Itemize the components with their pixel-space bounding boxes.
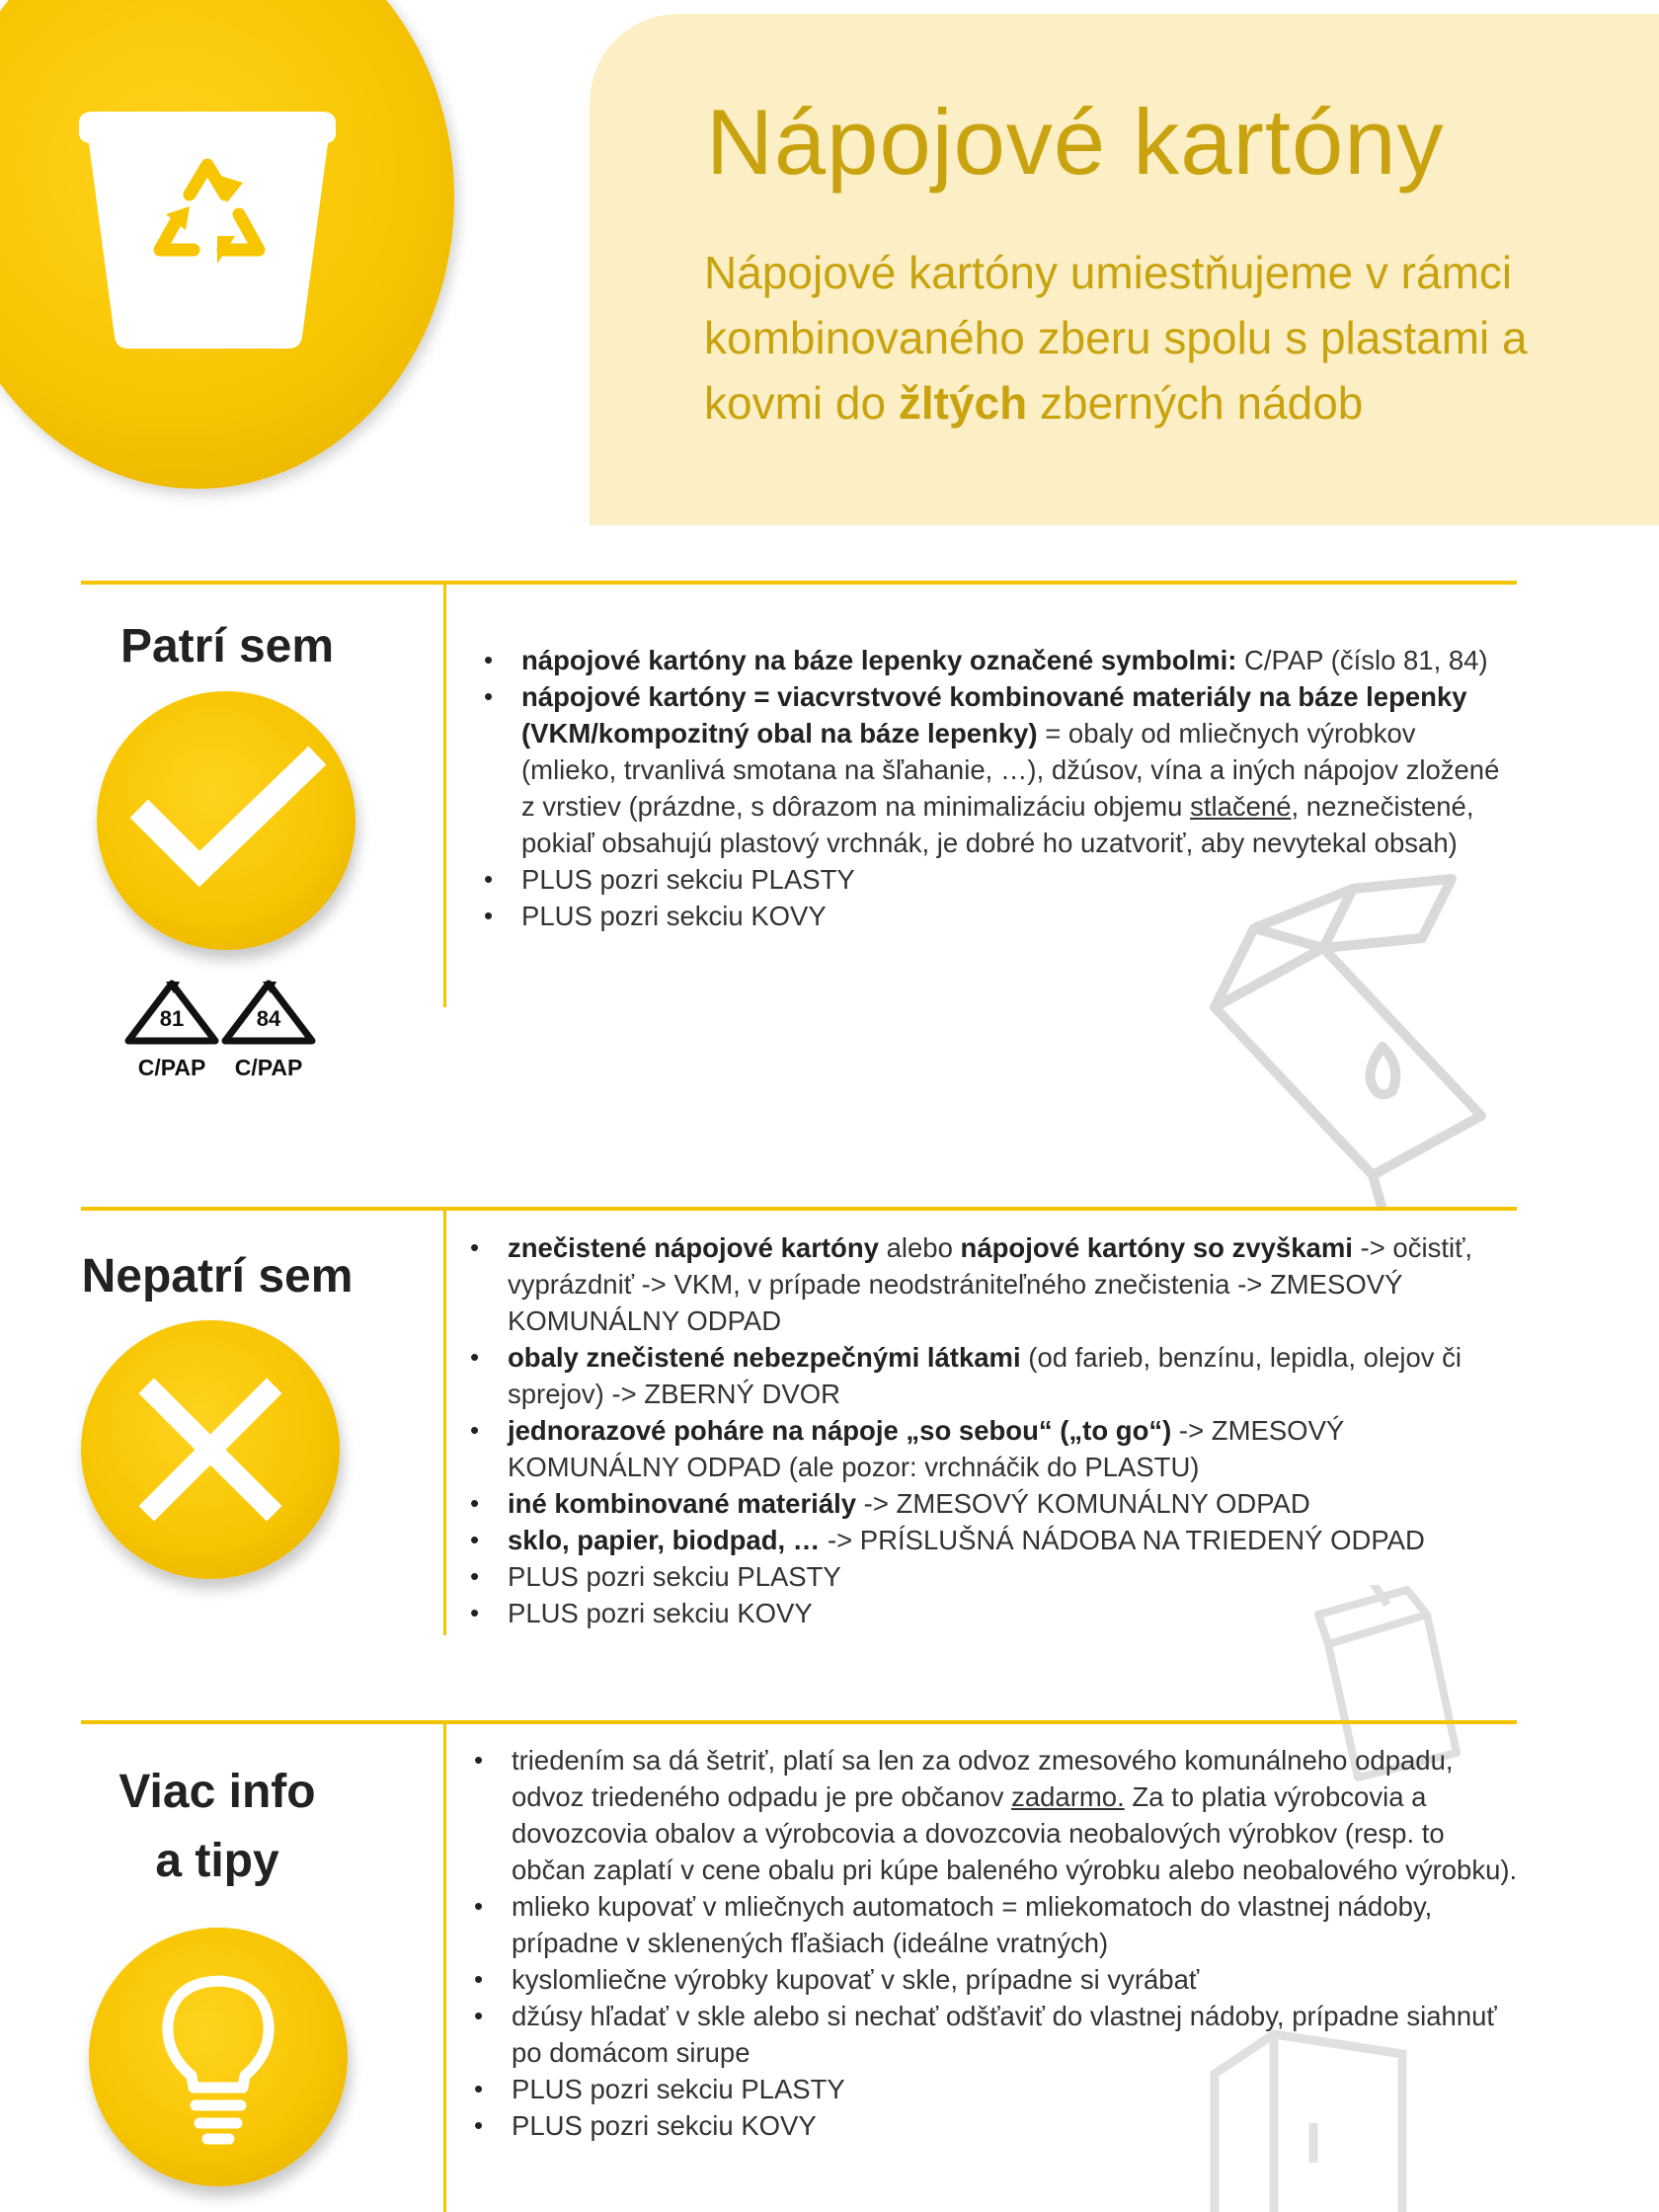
- intro-text-part: Nápojové kartóny umiestňujeme v rámci kombinovaného zberu spolu s plastami a kovmi do: [704, 247, 1528, 429]
- list-item: • nápojové kartóny na báze lepenky označené symbolmi: C/PAP (číslo 81, 84): [484, 642, 1511, 678]
- list-item: • džúsy hľadať v skle alebo si nechať odšťaviť do vlastnej nádoby, prípadne siahnuť po domácom sirupe: [474, 1998, 1521, 2071]
- list-item: • PLUS pozri sekciu PLASTY: [474, 2071, 1521, 2107]
- section-heading-line: a tipy: [155, 1835, 279, 1887]
- symbol-label: C/PAP: [234, 1055, 303, 1080]
- section-heading-line: Viac info: [118, 1766, 316, 1818]
- cross-icon: [81, 1320, 340, 1579]
- lightbulb-icon: [89, 1928, 348, 2186]
- page-title: Nápojové kartóny: [706, 90, 1445, 194]
- list-item: • triedením sa dá šetriť, platí sa len za odvoz zmesového komunálneho odpadu, odvoz triedeného odpadu je pre občanov zadarmo. Za to platia výrobcovia a dovozcovia obalov a výrobcovia a dovozcovia neobalových výrobkov (resp. to občan zaplatí v cene obalu pri kúpe baleného výrobku alebo neobalového výrobku).: [474, 1742, 1521, 1888]
- intro-text-part: zberných nádob: [1040, 377, 1364, 429]
- list-item: • PLUS pozri sekciu PLASTY: [470, 1558, 1517, 1595]
- list-item: • kyslomliečne výrobky kupovať v skle, prípadne si vyrábať: [474, 1961, 1521, 1998]
- recycle-bin-icon: [69, 104, 346, 360]
- tips-badge: [89, 1928, 348, 2186]
- list-item: • mlieko kupovať v mliečnych automatoch = mliekomatoch do vlastnej nádoby, prípadne v sklenených fľašiach (ideálne vratných): [474, 1888, 1521, 1961]
- list-item: • PLUS pozri sekciu KOVY: [470, 1595, 1517, 1631]
- symbol-number: 84: [256, 1006, 281, 1031]
- list-item: • jednorazové poháre na nápoje „so sebou“ („to go“) -> ZMESOVÝ KOMUNÁLNY ODPAD (ale pozor: vrchnáčik do PLASTU): [470, 1412, 1517, 1485]
- recycling-symbol-84: [219, 978, 318, 1091]
- recycling-symbol-81: [122, 978, 221, 1091]
- not-belongs-badge: [81, 1320, 340, 1579]
- section-divider: [81, 1720, 1517, 1724]
- list-item: • znečistené nápojové kartóny alebo nápojové kartóny so zvyškami -> očistiť, vyprázdniť -> VKM, v prípade neodstrániteľného znečistenia -> ZMESOVÝ KOMUNÁLNY ODPAD: [470, 1229, 1517, 1339]
- section-divider: [81, 1207, 1517, 1211]
- belongs-badge: [97, 691, 356, 950]
- list-item: • PLUS pozri sekciu PLASTY: [484, 861, 1511, 898]
- list-item: • PLUS pozri sekciu KOVY: [474, 2107, 1521, 2144]
- list-item: • PLUS pozri sekciu KOVY: [484, 898, 1511, 934]
- belongs-list: [484, 642, 1511, 934]
- tips-list: [474, 1742, 1521, 2144]
- intro-text-bold: žltých: [898, 377, 1028, 429]
- section-column-divider: [443, 583, 446, 1007]
- list-item: • nápojové kartóny = viacvrstvové kombinované materiály na báze lepenky (VKM/kompozitný obal na báze lepenky) = obaly od mliečnych výrobkov (mlieko, trvanlivá smotana na šľahanie, …), džúsov, vína a iných nápojov zložené z vrstiev (prázdne, s dôrazom na minimalizáciu objemu stlačené, neznečistené, pokiaľ obsahujú plastový vrchnák, je dobré ho uzatvoriť, aby nevytekal obsah): [484, 678, 1511, 861]
- section-column-divider: [443, 1209, 446, 1635]
- section-divider: [81, 581, 1517, 585]
- checkmark-icon: [97, 691, 356, 950]
- not-belongs-list: [470, 1229, 1517, 1631]
- list-item: • obaly znečistené nebezpečnými látkami (od farieb, benzínu, lepidla, olejov či sprejov) -> ZBERNÝ DVOR: [470, 1339, 1517, 1412]
- section-heading-tips: [69, 1758, 365, 1896]
- intro-text: [704, 240, 1593, 435]
- section-column-divider: [443, 1722, 446, 2212]
- section-heading-not-belongs: Nepatrí sem: [81, 1250, 354, 1303]
- symbol-label: C/PAP: [137, 1055, 206, 1080]
- symbol-number: 81: [159, 1006, 185, 1031]
- section-heading-belongs: Patrí sem: [119, 620, 335, 672]
- list-item: • iné kombinované materiály -> ZMESOVÝ KOMUNÁLNY ODPAD: [470, 1485, 1517, 1522]
- list-item: • sklo, papier, biodpad, … -> PRÍSLUŠNÁ NÁDOBA NA TRIEDENÝ ODPAD: [470, 1522, 1517, 1558]
